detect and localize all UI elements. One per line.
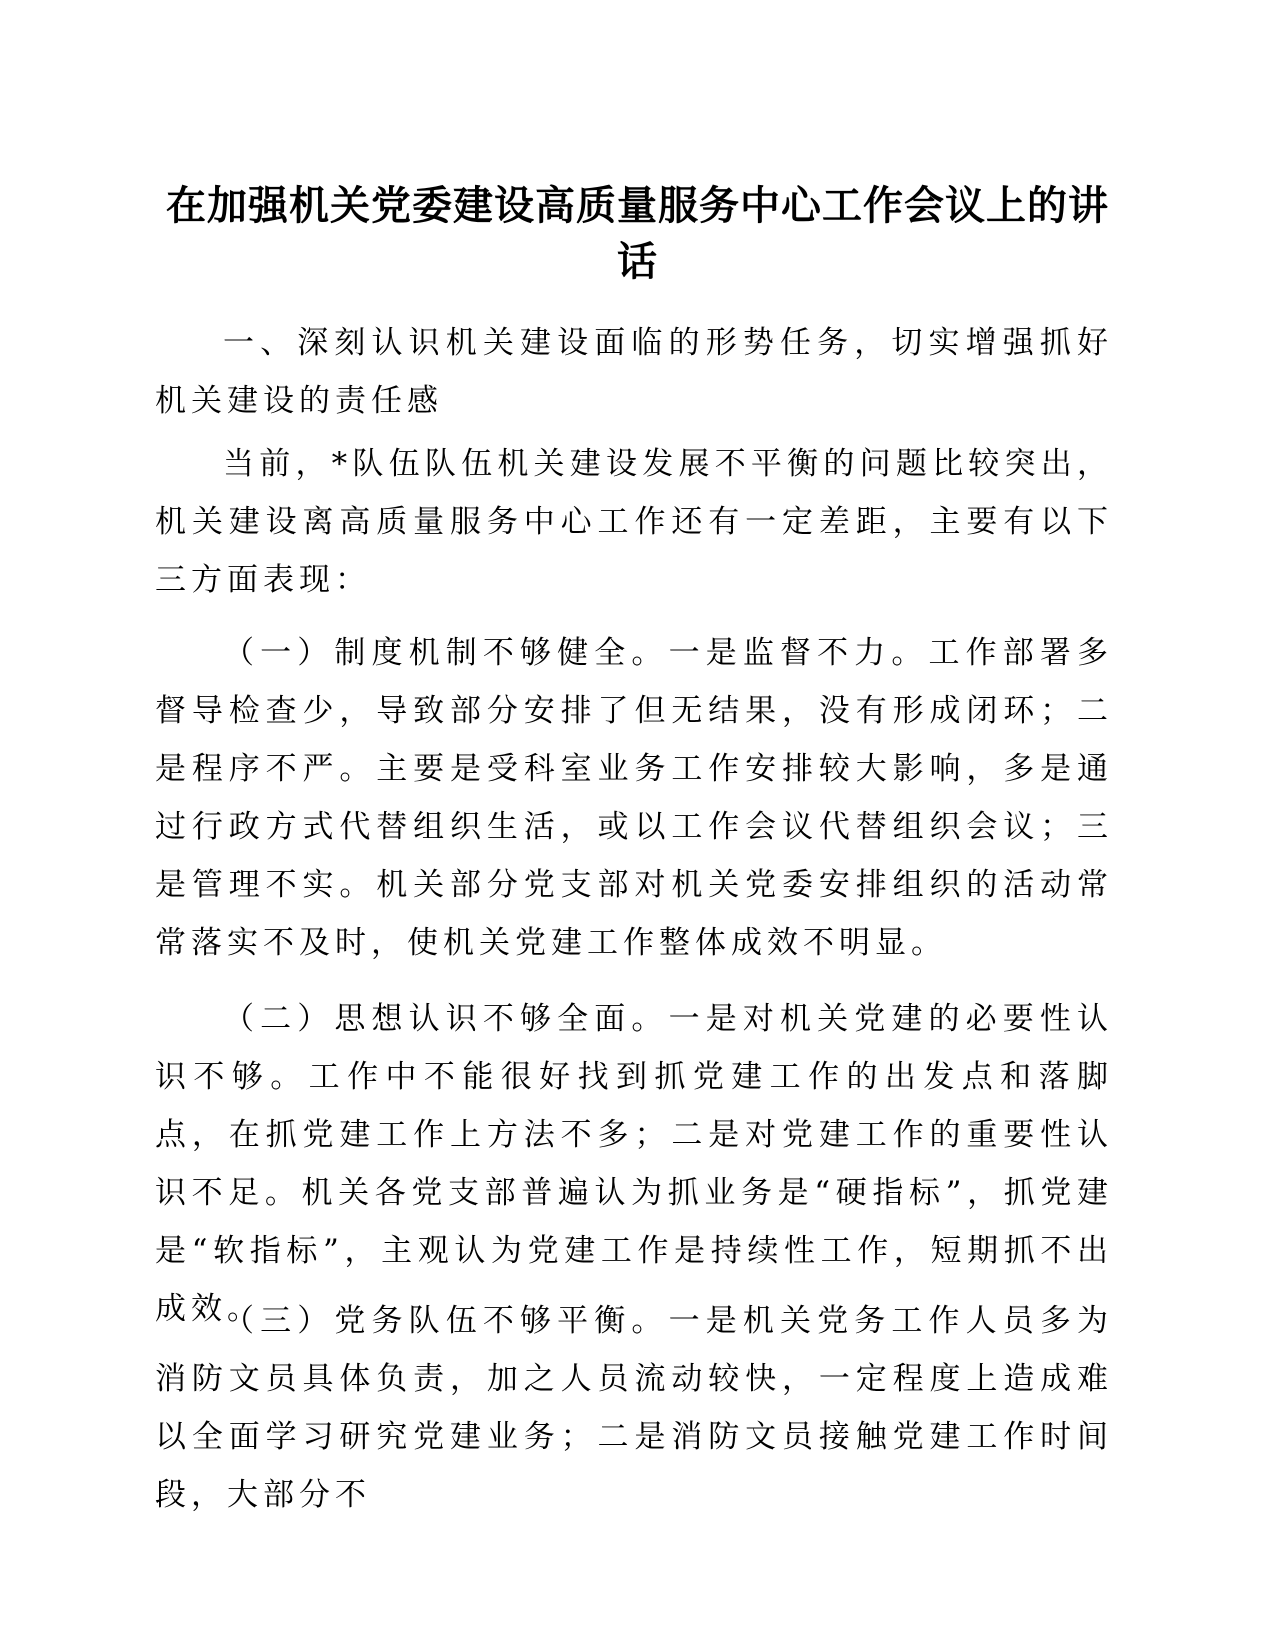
section-heading: 一、深刻认识机关建设面临的形势任务，切实增强抓好机关建设的责任感 [155, 325, 1113, 419]
paragraph-item-1: （一）制度机制不够健全。一是监督不力。工作部署多督导检查少，导致部分安排了但无结果，没有形成闭环；二是程序不严。主要是受科室业务工作安排较大影响，多是通过行政方式代替组织生活，或以工作会议代替组织会议；三是管理不实。机关部分党支部对机关党委安排组织的活动常常落实不及时，使机关党建工作整体成效不明显。 [155, 635, 1113, 961]
intro-paragraph: 当前，*队伍队伍机关建设发展不平衡的问题比较突出，机关建设离高质量服务中心工作还有一定差距，主要有以下三方面表现： [155, 446, 1113, 598]
paragraph-item-3: （三）党务队伍不够平衡。一是机关党务工作人员多为消防文员具体负责，加之人员流动较快，一定程度上造成难以全面学习研究党建业务；二是消防文员接触党建工作时间段，大部分不 [155, 1303, 1113, 1513]
paragraph-item-2: （二）思想认识不够全面。一是对机关党建的必要性认识不够。工作中不能很好找到抓党建工作的出发点和落脚点，在抓党建工作上方法不多；二是对党建工作的重要性认识不足。机关各党支部普遍认为抓业务是“硬指标”，抓党建是“软指标”，主观认为党建工作是持续性工作，短期抓不出成效。 [155, 1001, 1113, 1327]
document-title: 在加强机关党委建设高质量服务中心工作会议上的讲话 [166, 183, 1109, 285]
